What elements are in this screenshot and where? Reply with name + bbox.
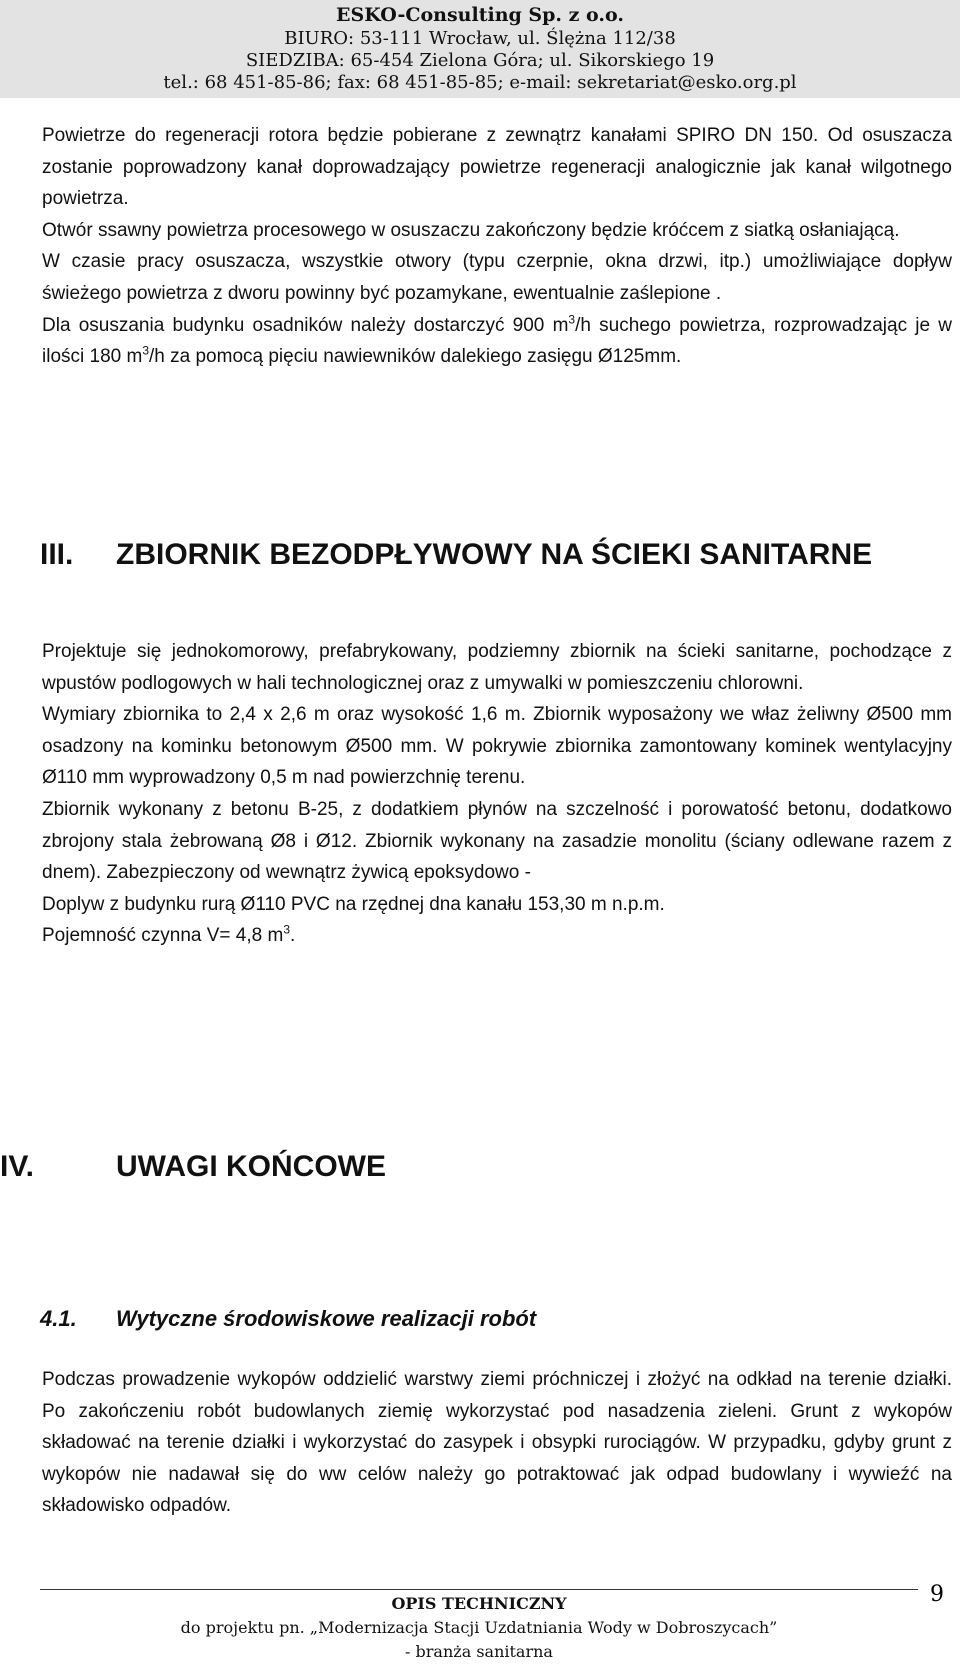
letterhead [0,0,960,98]
footer-branch: - branża sanitarna [405,1642,553,1661]
office-address: BIURO: 53-111 Wrocław, ul. Ślężna 112/38 [284,28,676,49]
contact-line: tel.: 68 451-85-86; fax: 68 451-85-85; e-mail: sekretariat@esko.org.pl [163,72,797,93]
section-4-text [42,1364,952,1522]
page-number: 9 [930,1582,944,1607]
section-3-paragraph-5: Pojemność czynna V= 4,8 $m^3$. [42,923,296,947]
section-3-paragraph-1: Projektuje się jednokomorowy, prefabrykowany, podziemny zbiornik na ścieki sanitarne, pochodzące z wpustów podlogowych w hali technologicznej oraz z umywalki w pomieszczeniu chlorowni. [42,641,952,694]
section-3-paragraph-3: Zbiornik wykonany z betonu B-25, z dodatkiem płynów na szczelność i porowatość betonu, dodatkowo zbrojony stala żebrowaną Ø8 i Ø12. Zbiornik wykonany na zasadzie monolitu (ściany odlewane razem z dnem). Zabezpieczony od wewnątrz żywicą epoksydowo - [42,798,952,884]
footer-project: do projektu pn. „Modernizacja Stacji Uzdatniania Wody w Dobroszycach” [180,1618,778,1637]
section-4-paragraph-1: Podczas prowadzenie wykopów oddzielić warstwy ziemi próchniczej i złożyć na odkład na terenie działki. Po zakończeniu robót budowlanych ziemię wykorzystać pod nasadzenia zieleni. Grunt z wykopów składować na terenie działki i wykorzystać do zasypek i obsypki rurociągów. W przypadku, gdyby grunt z wykopów nie nadawał się do ww celów należy go potraktować jak odpad budowlany i wywieźć na składowisko odpadów. [42,1369,952,1517]
footer-title: OPIS TECHNICZNY [391,1594,567,1613]
footer-divider [40,1589,918,1590]
section-3-title: ZBIORNIK BEZODPŁYWOWY NA ŚCIEKI SANITARNE [116,538,873,571]
seat-address: SIEDZIBA: 65-454 Zielona Góra; ul. Sikorskiego 19 [245,50,715,71]
intro-paragraph-2: Otwór ssawny powietrza procesowego w osuszaczu zakończony będzie króćcem z siatką osłaniającą. [42,219,900,241]
section-4-number: IV. [0,1150,34,1183]
intro-paragraph-1: Powietrze do regeneracji rotora będzie pobierane z zewnątrz kanałami SPIRO DN 150. Od osuszacza zostanie poprowadzony kanał doprowadzający powietrze regeneracji analogicznie jak kanał wilgotnego powietrza. [42,125,952,210]
section-4-title: UWAGI KOŃCOWE [116,1150,386,1183]
section-3-paragraph-2: Wymiary zbiornika to 2,4 x 2,6 m oraz wysokość 1,6 m. Zbiornik wyposażony we właz żeliwny Ø500 mm osadzony na kominku betonowym Ø500 mm. W pokrywie zbiornika zamontowany kominek wentylacyjny Ø110 mm wyprowadzony 0,5 m nad powierzchnię terenu. [42,704,952,789]
intro-paragraph-3: W czasie pracy osuszacza, wszystkie otwory (typu czerpnie, okna drzwi, itp.) umożliwiające dopływ świeżego powietrza z dworu powinny być pozamykane, ewentualnie zaślepione . [42,251,952,304]
intro-text [42,120,952,373]
section-3-number: III. [40,538,74,571]
company-name: ESKO-Consulting Sp. z o.o. [336,4,624,26]
subsection-title: Wytyczne środowiskowe realizacji robót [116,1306,537,1331]
section-3-text [42,636,952,952]
subsection-number: 4.1. [40,1306,77,1331]
section-3-paragraph-4: Doplyw z budynku rurą Ø110 PVC na rzędnej dna kanału 153,30 m n.p.m. [42,893,665,915]
intro-paragraph-4: Dla osuszania budynku osadników należy dostarczyć 900 $m^3/h$ suchego powietrza, rozprowadzając je w ilości 180 $m^3/h$ za pomocą pięciu nawiewników dalekiego zasięgu Ø125mm. [42,312,952,368]
